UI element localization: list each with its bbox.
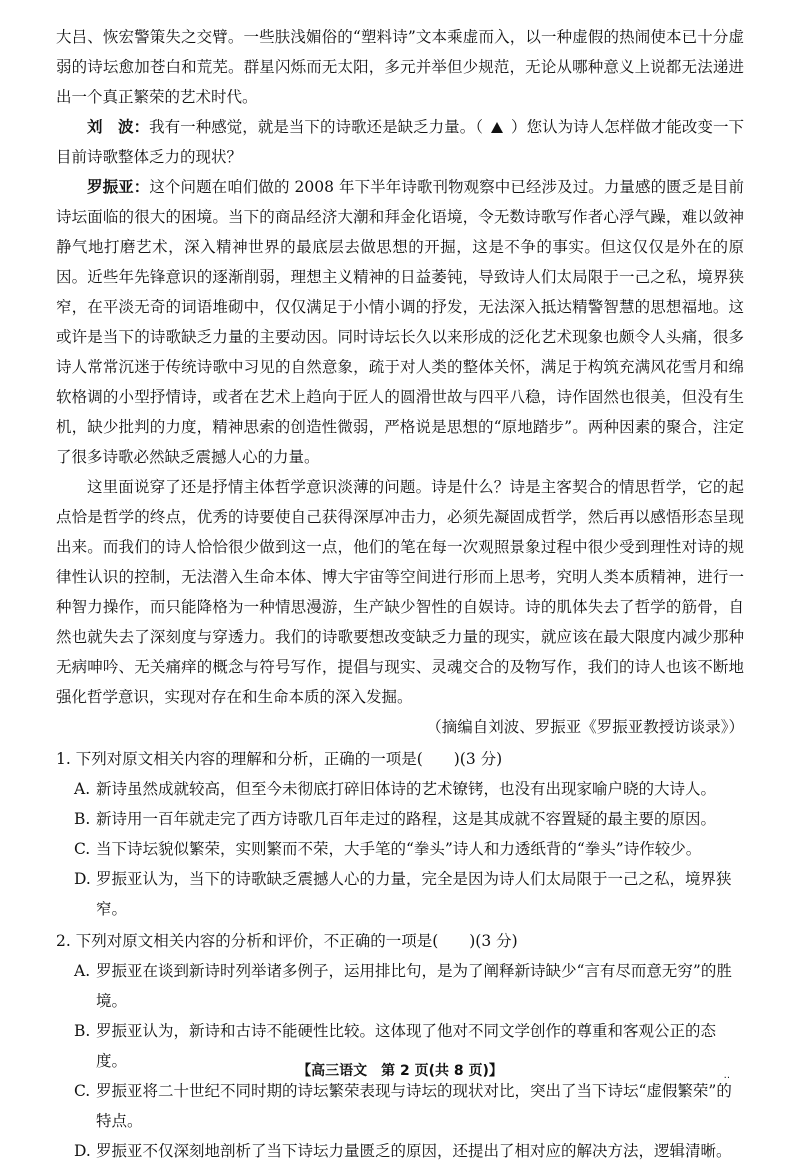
option-text: 新诗虽然成就较高，但至今未彻底打碎旧体诗的艺术镣铐，也没有出现家喻户晓的大诗人。: [96, 780, 717, 798]
option-label: D.: [74, 870, 91, 888]
option-text: 新诗用一百年就走完了西方诗歌几百年走过的路程，这是其成就不容置疑的最主要的原因。: [96, 810, 717, 828]
option-d[interactable]: [74, 864, 744, 924]
option-text: 罗振亚认为，新诗和古诗不能硬性比较。这体现了他对不同文学创作的尊重和客观公正的态度。: [96, 1022, 717, 1070]
question-stem: 2. 下列对原文相关内容的分析和评价，不正确的一项是( )(3 分): [56, 932, 518, 950]
triangle-blank-icon: [491, 122, 503, 133]
option-text: 罗振亚不仅深刻地剖析了当下诗坛力量匮乏的原因，还提出了相对应的解决方法，逻辑清晰。: [96, 1142, 732, 1160]
question-2: [56, 926, 744, 1166]
option-label: A.: [74, 780, 91, 798]
option-a[interactable]: [74, 956, 744, 1016]
option-text: 罗振亚将二十世纪不同时期的诗坛繁荣表现与诗坛的现状对比，突出了当下诗坛“虚假繁荣”的特点。: [96, 1082, 732, 1130]
option-label: C.: [74, 1082, 91, 1100]
option-b[interactable]: [74, 804, 744, 834]
page-footer: 【高三语文 第 2 页(共 8 页)】: [297, 1063, 503, 1079]
corner-mark: ..: [723, 1070, 730, 1081]
passage-paragraph-4: 这里面说穿了还是抒情主体哲学意识淡薄的问题。诗是什么？诗是主客契合的情思哲学，它的起点恰是哲学的终点，优秀的诗要使自己获得深厚冲击力，必须先凝固成哲学，然后再以感悟形态呈现出来。而我们的诗人恰恰很少做到这一点，他们的笔在每一次观照景象过程中很少受到理性对诗的规律性认识的控制，无法潜入生命本体、博大宇宙等空间进行形而上思考，究明人类本质精神，进行一种智力操作，而只能降格为一种情思漫游，生产缺少智性的自娱诗。诗的肌体失去了哲学的筋骨，自然也就失去了深刻度与穿透力。我们的诗歌要想改变缺乏力量的现实，就应该在最大限度内减少那种无病呻吟、无关痛痒的概念与符号写作，提倡与现实、灵魂交合的及物写作，我们的诗人也该不断地强化哲学意识，实现对存在和生命本质的深入发掘。: [56, 478, 744, 706]
option-c[interactable]: [74, 834, 744, 864]
option-text: 罗振亚在谈到新诗时列举诸多例子，运用排比句，是为了阐释新诗缺少“言有尽而意无穷”的胜境。: [96, 962, 732, 1010]
speaker-luo-zhenya: 罗振亚：: [87, 177, 150, 196]
speaker-liu-bo: 刘 波：: [87, 117, 150, 136]
option-label: A.: [74, 962, 91, 980]
question-stem: 1. 下列对原文相关内容的理解和分析，正确的一项是( )(3 分): [56, 750, 503, 768]
question-text-before: 我有一种感觉，就是当下的诗歌还是缺乏力量。（: [149, 118, 484, 136]
option-label: B.: [74, 1022, 91, 1040]
question-text-after: ）您认为诗人怎样做才能改变一下目前诗歌整体乏力的现状？: [56, 118, 744, 166]
option-label: B.: [74, 810, 91, 828]
option-c[interactable]: [74, 1076, 744, 1136]
option-text: 当下诗坛貌似繁荣，实则繁而不荣，大手笔的“拳头”诗人和力透纸背的“拳头”诗作较少。: [96, 840, 702, 858]
passage-paragraph-1: 大吕、恢宏警策失之交臂。一些肤浅媚俗的“塑料诗”文本乘虚而入，以一种虚假的热闹使本已十分虚弱的诗坛愈加苍白和荒芜。群星闪烁而无太阳，多元并举但少规范，无论从哪种意义上说都无法递进出一个真正繁荣的艺术时代。: [56, 28, 744, 106]
option-text: 罗振亚认为，当下的诗歌缺乏震撼人心的力量，完全是因为诗人们太局限于一己之私，境界狭窄。: [96, 870, 732, 918]
option-label: C.: [74, 840, 91, 858]
option-label: D.: [74, 1142, 91, 1160]
source-citation: （摘编自刘波、罗振亚《罗振亚教授访谈录》）: [426, 718, 744, 736]
answer-text: 这个问题在咱们做的 2008 年下半年诗歌刊物观察中已经涉及过。力量感的匮乏是目前诗坛面临的很大的困境。当下的商品经济大潮和拜金化语境，令无数诗歌写作者心浮气躁，难以敛神静气地打磨艺术，深入精神世界的最底层去做思想的开掘，这是不争的事实。但这仅仅是外在的原因。近些年先锋意识的逐渐削弱，理想主义精神的日益萎钝，导致诗人们太局限于一己之私，境界狭窄，在平淡无奇的词语堆砌中，仅仅满足于小情小调的抒发，无法深入抵达精警智慧的思想福地。这或许是当下的诗歌缺乏力量的主要动因。同时诗坛长久以来形成的泛化艺术现象也颇令人头痛，很多诗人常常沉迷于传统诗歌中习见的自然意象，疏于对人类的整体关怀，满足于构筑充满风花雪月和绵软格调的小型抒情诗，或者在艺术上趋向于匠人的圆滑世故与四平八稳，诗作固然也很美，但没有生机，缺少批判的力度，精神思索的创造性微弱，严格说是思想的“原地踏步”。两种因素的聚合，注定了很多诗歌必然缺乏震撼人心的力量。: [56, 178, 744, 466]
option-a[interactable]: [74, 774, 744, 804]
question-1: [56, 744, 744, 924]
passage-paragraph-2: [56, 112, 744, 172]
option-d[interactable]: [74, 1136, 744, 1166]
passage-paragraph-3: [56, 172, 744, 472]
